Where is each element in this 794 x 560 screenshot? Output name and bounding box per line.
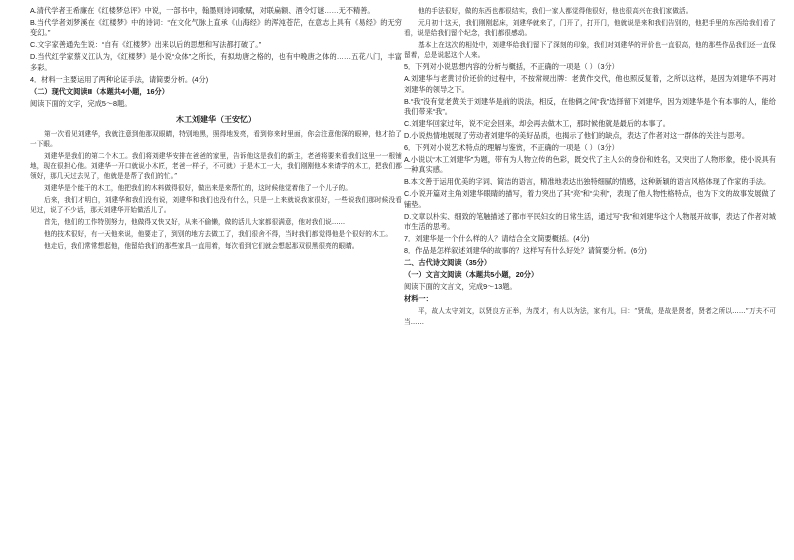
story-title: 木工刘建华（王安忆） [176, 114, 256, 125]
question-5: 5．下列对小说思想内容的分析与概括，不正确的一项是（ ）（3分） [404, 62, 619, 72]
story-paragraph: 刘建华是个能干的木工，他把我们的木料做得很好，做出来是来帮忙的，这时候他觉着他了一个儿子的。 [44, 184, 352, 193]
q5-option-d: D.小说热情地展现了劳动者刘建华的美好品质，也揭示了他们的缺点，表达了作者对这一群体的关注与思考。 [404, 131, 750, 141]
q5-option-a: A.刘建华与老黄讨价还价的过程中，不按常规出牌：老黄作交代，他也照反复着，之所以这样，是因为刘建华不再对刘建华的领导之下。 [404, 74, 776, 94]
story-paragraph: 他的手法很好，做的东西也都很结实，我们一家人都觉得他很好，他也很高兴在我们家做活。 [418, 7, 693, 15]
classical-text: 平，故人太守刘文，以贤良方正举，为茂才，有人以为法，家有儿，曰：“贤哉，是故是贤者，贤者之所以……”万夫不可当…… [404, 307, 776, 326]
q6-option-d: D.文章以朴实、细致的笔触描述了都市平民妇女的日常生活，通过写“我”和刘建华这个人物展开故事，表达了作者对城市生活的思考。 [404, 211, 776, 232]
section-heading: （二）现代文阅读Ⅱ（本题共4小题，16分） [30, 86, 169, 96]
q5-option-b: B.“我”没有觉老黄关于刘建华是前的说法，相反，在他俩之间“我”选择留下刘建华，因为刘建华是个有本事的人，能给我们带来“我”。 [404, 96, 776, 117]
option-b: B.当代学者刘梦溪在《红楼梦》中的诗词：“在文化气脉上直承《山海经》的浑沌苍茫，在意志上具有《易经》的无穷变幻。” [30, 18, 402, 38]
question-7: 7．刘建华是一个什么样的人？请结合全文简要概括。(4分) [404, 234, 590, 244]
reading-instruction: 阅读下面的文字，完成5～8题。 [30, 98, 132, 108]
story-paragraph: 他走后，我们常常想起他，他留给我们的那些家具一直用着，每次看到它们就会想起那双很黑很亮的眼睛。 [44, 242, 359, 251]
q6-option-c: C.小说开篇对主角刘建华眼睛的描写，着力突出了其“亮”和“尖利”，表现了他人物性格特点，也为下文的故事发展做了铺垫。 [404, 189, 776, 209]
question-8: 8．作品是怎样叙述刘建华的故事的？这样写有什么好处？请简要分析。(6分) [404, 246, 647, 256]
story-paragraph: 刘建华是我们的第二个木工。我们将刘建华安排在爸爸的家里，告诉他这是我们的新主，老爸将要来看我们这里一一根铺地，现在很担心他。刘建华一开口就说小木匠，老爸一样子，不可就）于是木工一大，我们刚刚他本来请学的木工，把我们都领好，那几天过去见了，他就是是帮了我们的忙。” [30, 151, 402, 181]
option-d: D.当代红学家蔡义江认为，《红楼梦》是小说“众体”之所长，有拟劫唐之格的，也有中晚唐之体的……五花八门，丰富多彩。 [30, 52, 402, 72]
q5-option-c: C.刘建华回家过年，说不定会回来，却会再去做木工，那时候他就是最后的本事了。 [404, 119, 670, 129]
left-column [30, 6, 402, 253]
story-paragraph: 他的技术很好，有一天他来说，他要走了，到别的地方去做工了，我们很舍不得，当时我们都觉得他是个很好的木工。 [44, 230, 393, 239]
section2-subheading: （一）文言文阅读（本题共5小题，20分） [404, 270, 539, 280]
section2-instruction: 阅读下面的文言文，完成9～13题。 [404, 282, 517, 292]
story-paragraph: 第一次看见刘建华，我就注意到他那双眼睛，特别地黑，照得地发亮，看到你来时里面，你会注意他深的眼神，他才抬了一下眼。 [30, 129, 402, 148]
story-paragraph: 基本上在这次的相处中，刘建华给我们留下了深刻的印象，我们对刘建华的评价也一直很高，他的那些作品我们还一直保留着，总是说起这个人来。 [404, 41, 776, 60]
material-label: 材料一： [404, 294, 433, 304]
option-a: A.清代学者王希廉在《红楼梦总评》中说，一部书中，翰墨则诗词歌赋，对联扁额、酒令灯谜……无不精善。 [30, 6, 375, 15]
option-c: C.文字家善通先生说：“自有《红楼梦》出来以后的思想和写法都打破了。” [30, 40, 262, 50]
story-paragraph: 首先，他们的工作特别努力，他做得又快又好，从来不偷懒，做的活儿大家都很满意，他对我们说…… [44, 218, 346, 227]
story-paragraph: 后来，我们才明白，刘建华和我们没有说，刘建华和我们也没有什么，只是一上来就说我家很好，一些说我们那时候没看见过，说了不少话，那天刘建华开始做活儿了。 [30, 196, 402, 215]
section2-heading: 二、古代诗文阅读（35分） [404, 258, 492, 268]
q6-option-a: A.小说以“木工刘建华”为题，带有为人物立传的色彩，既交代了主人公的身份和姓名，又突出了人物形象，使小说具有一种真实感。 [404, 155, 776, 175]
q6-option-b: B.本文善于运用优美的字词、简洁的语言，精准地表达出独特细腻的情感，这种新颖的语言风格体现了作家的手法。 [404, 177, 771, 187]
question-6: 6．下列对小说艺术特点的理解与鉴赏，不正确的一项是（ ）（3分） [404, 143, 619, 153]
question-4: 4．材料一主要运用了两种论证手法，请简要分析。(4分) [30, 74, 209, 84]
story-paragraph: 元月初十这天，我们刚刚起床，刘建华就来了，门开了，打开门，他就说是来和我们告别的，他把手里的东西给我们看了看，说是给我们留个纪念，我们都很感动。 [404, 18, 776, 38]
right-column [404, 6, 776, 328]
